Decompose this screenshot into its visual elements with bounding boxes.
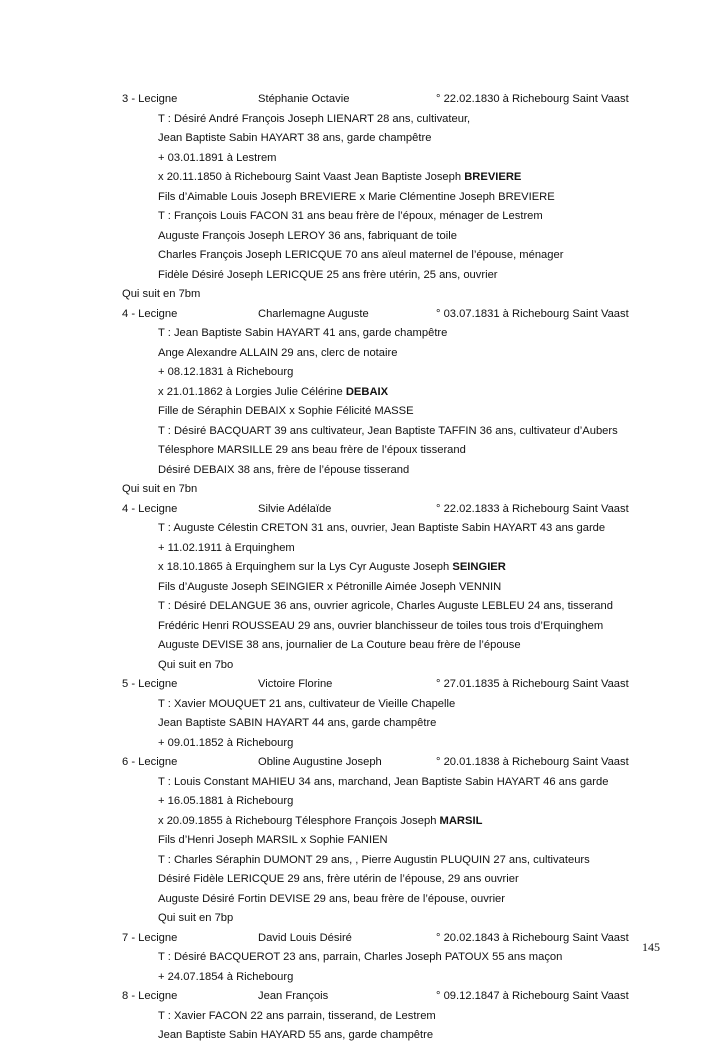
entry-line (122, 851, 662, 871)
entry-line-text: + 16.05.1881 à Richebourg (158, 795, 294, 807)
entry-num: 4 - Lecigne (122, 307, 178, 320)
entry-line-text: + 09.01.1852 à Richebourg (158, 736, 294, 749)
entry-line-text: Qui suit en 7bp (158, 912, 234, 924)
entry-line-text: Auguste DEVISE 38 ans, journalier de La Couture beau frère de l’épouse (158, 639, 521, 651)
entry-line-text: x 20.11.1850 à Richebourg Saint Vaast Jean Baptiste Joseph (158, 171, 465, 183)
entry-line-text: T : Désiré BACQUART 39 ans cultivateur, Jean Baptiste TAFFIN 36 ans, cultivateur d’Aubers (158, 424, 618, 437)
entry-line-text: T : Charles Séraphin DUMONT 29 ans, , Pierre Augustin PLUQUIN 27 ans, cultivateurs (158, 853, 590, 866)
entry-header (122, 929, 662, 949)
entry-line (122, 188, 662, 208)
entry-line (122, 968, 662, 988)
entry-line (122, 539, 662, 559)
entry-line-text: + 11.02.1911 à Erquinghem (158, 541, 295, 554)
entry-line-text: T : François Louis FACON 31 ans beau frère de l’époux, ménager de Lestrem (158, 210, 543, 222)
entry-line-text: + 24.07.1854 à Richebourg (158, 970, 294, 983)
entry-birth: ° 20.02.1843 à Richebourg Saint Vaast (436, 931, 629, 944)
entry-line (122, 948, 662, 968)
entry-line-text: Ange Alexandre ALLAIN 29 ans, clerc de notaire (158, 346, 398, 359)
entry-line (122, 227, 662, 247)
entry-num: 3 - Lecigne (122, 93, 178, 105)
entry-num: 6 - Lecigne (122, 756, 178, 768)
entry-line-text: T : Louis Constant MAHIEU 34 ans, marchand, Jean Baptiste Sabin HAYART 46 ans garde (158, 775, 609, 788)
entry-line-text: Charles François Joseph LERICQUE 70 ans aïeul maternel de l’épouse, ménager (158, 249, 564, 261)
entry-given: Jean François (258, 990, 329, 1002)
entry-line (122, 129, 662, 149)
entry-num: 8 - Lecigne (122, 990, 178, 1002)
entry-birth: ° 22.02.1833 à Richebourg Saint Vaast (436, 502, 629, 515)
entry-line (122, 363, 662, 383)
entry-line-text: T : Désiré DELANGUE 36 ans, ouvrier agricole, Charles Auguste LEBLEU 24 ans, tisserand (158, 600, 613, 612)
entry-line (122, 656, 662, 676)
entry-line-text: Frédéric Henri ROUSSEAU 29 ans, ouvrier blanchisseur de toiles tous trois d’Erquinghem (158, 619, 604, 632)
entry-line (122, 285, 662, 305)
entry-line-text: Qui suit en 7bo (158, 658, 234, 671)
entry-line-text: Jean Baptiste Sabin HAYARD 55 ans, garde champêtre (158, 1029, 434, 1041)
entry-line-text: T : Désiré BACQUEROT 23 ans, parrain, Charles Joseph PATOUX 55 ans maçon (158, 951, 563, 963)
entry-given: Stéphanie Octavie (258, 93, 350, 105)
entry-header (122, 675, 662, 695)
entry-line (122, 578, 662, 598)
entry-line-text: T : Xavier MOUQUET 21 ans, cultivateur de Vieille Chapelle (158, 697, 456, 710)
entry-line (122, 617, 662, 637)
entry-given: Obline Augustine Joseph (258, 756, 382, 768)
entry-header (122, 500, 662, 520)
entry-given: Silvie Adélaïde (258, 502, 332, 515)
entry-line (122, 383, 662, 403)
entry-line (122, 909, 662, 929)
entry-line-text: Désiré Fidèle LERICQUE 29 ans, frère utérin de l’épouse, 29 ans ouvrier (158, 873, 519, 885)
entry-line-text: Fidèle Désiré Joseph LERICQUE 25 ans frère utérin, 25 ans, ouvrier (158, 268, 498, 281)
entry-line (122, 1007, 662, 1027)
entry-line (122, 792, 662, 812)
entry-line-text: Fils d’Auguste Joseph SEINGIER x Pétronille Aimée Joseph VENNIN (158, 580, 502, 593)
entry-line (122, 149, 662, 169)
entry-line (122, 734, 662, 754)
entry-line (122, 597, 662, 617)
spouse-surname: SEINGIER (452, 561, 506, 573)
entry-line-text: + 08.12.1831 à Richebourg (158, 366, 294, 378)
entry-line (122, 812, 662, 832)
entry-line (122, 1026, 662, 1046)
entry-line-text: x 20.09.1855 à Richebourg Télesphore François Joseph (158, 814, 440, 827)
spouse-surname: DEBAIX (345, 385, 389, 398)
entry-line (122, 558, 662, 578)
entry-line (122, 324, 662, 344)
entry-line (122, 402, 662, 422)
entry-line-text: T : Xavier FACON 22 ans parrain, tisserand, de Lestrem (158, 1009, 436, 1022)
entry-num: 7 - Lecigne (122, 931, 178, 944)
entry-line (122, 890, 662, 910)
entry-line (122, 773, 662, 793)
entry-line (122, 207, 662, 227)
entry-line-text: x 18.10.1865 à Erquinghem sur la Lys Cyr Auguste Joseph (158, 561, 453, 573)
entry-line (122, 480, 662, 500)
entry-line-text: + 03.01.1891 à Lestrem (158, 151, 277, 164)
entry-line-text: Télesphore MARSILLE 29 ans beau frère de l’époux tisserand (158, 444, 466, 456)
entry-header (122, 90, 662, 110)
entry-line (122, 870, 662, 890)
entry-given: Victoire Florine (258, 678, 333, 690)
spouse-surname: BREVIERE (464, 171, 522, 183)
entry-line (122, 168, 662, 188)
entry-line-text: Jean Baptiste Sabin HAYART 38 ans, garde champêtre (158, 132, 432, 144)
entry-line (122, 714, 662, 734)
entry-line-text: Qui suit en 7bn (122, 483, 198, 495)
entry-line (122, 695, 662, 715)
entry-line-text: Auguste François Joseph LEROY 36 ans, fabriquant de toile (158, 229, 457, 242)
page-number: 145 (642, 940, 660, 954)
entry-birth: ° 09.12.1847 à Richebourg Saint Vaast (436, 990, 629, 1002)
genealogy-text-block (122, 90, 662, 1046)
entry-header (122, 305, 662, 325)
entry-line (122, 344, 662, 364)
entry-line-text: Fille de Séraphin DEBAIX x Sophie Félicité MASSE (158, 405, 414, 417)
entry-header (122, 753, 662, 773)
entry-line-text: Jean Baptiste SABIN HAYART 44 ans, garde champêtre (158, 717, 437, 729)
entry-birth: ° 20.01.1838 à Richebourg Saint Vaast (436, 756, 629, 768)
entry-num: 4 - Lecigne (122, 502, 178, 515)
entry-given: Charlemagne Auguste (258, 307, 369, 320)
entry-birth: ° 27.01.1835 à Richebourg Saint Vaast (436, 678, 629, 690)
entry-given: David Louis Désiré (258, 931, 352, 944)
entry-line-text: x 21.01.1862 à Lorgies Julie Célérine (158, 385, 346, 398)
entry-line-text: Désiré DEBAIX 38 ans, frère de l’épouse tisserand (158, 463, 410, 476)
entry-line-text: Auguste Désiré Fortin DEVISE 29 ans, beau frère de l’épouse, ouvrier (158, 892, 505, 905)
entry-line-text: Qui suit en 7bm (122, 288, 201, 300)
entry-line-text: T : Auguste Célestin CRETON 31 ans, ouvrier, Jean Baptiste Sabin HAYART 43 ans garde (158, 522, 606, 534)
entry-line (122, 461, 662, 481)
entry-line-text: T : Désiré André François Joseph LIENART 28 ans, cultivateur, (158, 112, 471, 125)
spouse-surname: MARSIL (439, 814, 483, 827)
entry-line-text: T : Jean Baptiste Sabin HAYART 41 ans, garde champêtre (158, 327, 448, 339)
entry-line (122, 110, 662, 130)
entry-line (122, 636, 662, 656)
entry-line (122, 831, 662, 851)
entry-line (122, 246, 662, 266)
entry-line (122, 422, 662, 442)
entry-line-text: Fils d’Aimable Louis Joseph BREVIERE x Marie Clémentine Joseph BREVIERE (158, 190, 555, 203)
entry-line-text: Fils d’Henri Joseph MARSIL x Sophie FANIEN (158, 834, 388, 846)
entry-header (122, 987, 662, 1007)
entry-num: 5 - Lecigne (122, 678, 178, 690)
entry-line (122, 441, 662, 461)
entry-birth: ° 03.07.1831 à Richebourg Saint Vaast (436, 307, 629, 320)
entry-line (122, 519, 662, 539)
entry-birth: ° 22.02.1830 à Richebourg Saint Vaast (436, 93, 629, 105)
entry-line (122, 266, 662, 286)
